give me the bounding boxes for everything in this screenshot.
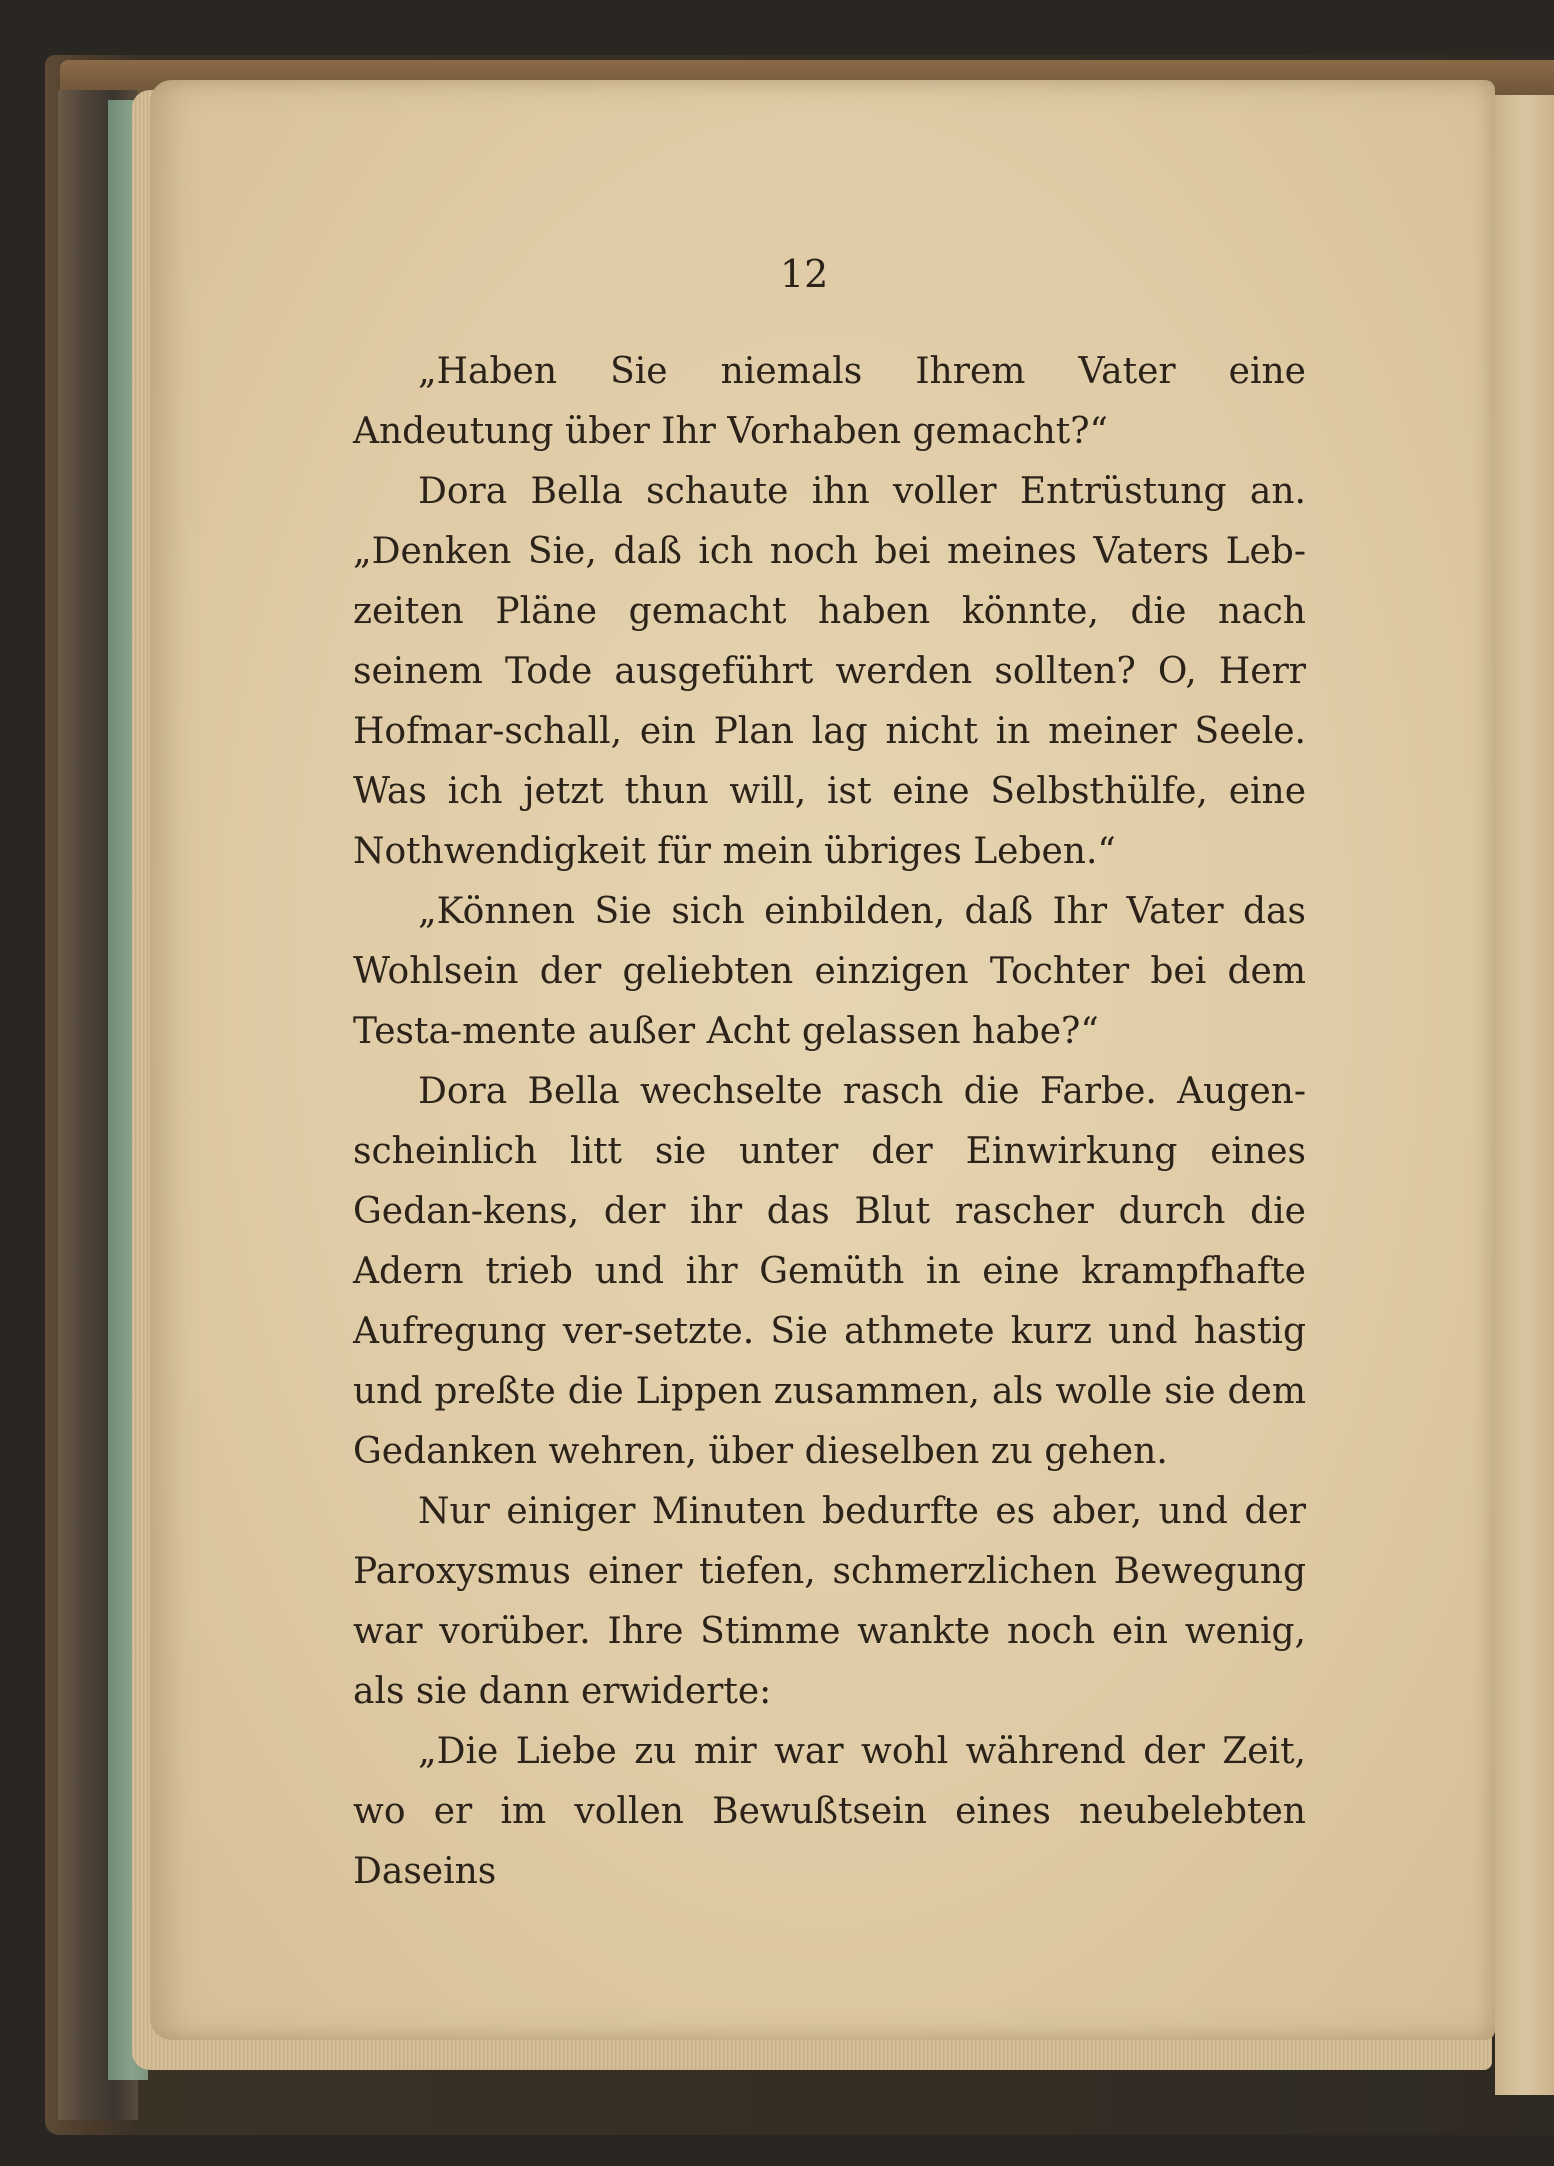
paragraph: Nur einiger Minuten bedurfte es aber, und der Paroxysmus einer tiefen, schmerzlichen Bewegung war vorüber. Ihre Stimme wankte noch ein wenig, als sie dann erwiderte: [353, 1491, 1306, 1712]
paragraph: „Die Liebe zu mir war wohl während der Zeit, wo er im vollen Bewußtsein eines neubelebten Daseins [353, 1731, 1306, 1892]
paragraph: Dora Bella wechselte rasch die Farbe. Augen-scheinlich litt sie unter der Einwirkung eines Gedan-kens, der ihr das Blut rascher durch die Adern trieb und ihr Gemüth in eine krampfhafte Aufregung ver-setzte. Sie athmete kurz und hastig und preßte die Lippen zusammen, als wolle sie dem Gedanken wehren, über dieselben zu gehen. [353, 1071, 1306, 1472]
body-text [353, 342, 1306, 1902]
paragraph: Dora Bella schaute ihn voller Entrüstung an. „Denken Sie, daß ich noch bei meines Vaters Leb-zeiten Pläne gemacht haben könnte, die nach seinem Tode ausgeführt werden sollten? O, Herr Hofmar-schall, ein Plan lag nicht in meiner Seele. Was ich jetzt thun will, ist eine Selbsthülfe, eine Nothwendigkeit für mein übriges Leben.“ [353, 471, 1306, 872]
paragraph: „Haben Sie niemals Ihrem Vater eine Andeutung über Ihr Vorhaben gemacht?“ [353, 351, 1306, 452]
paragraph: „Können Sie sich einbilden, daß Ihr Vater das Wohlsein der geliebten einzigen Tochter bei dem Testa-mente außer Acht gelassen habe?“ [353, 891, 1306, 1052]
next-page-edge [1495, 95, 1554, 2095]
page-number: 12 [780, 252, 829, 296]
